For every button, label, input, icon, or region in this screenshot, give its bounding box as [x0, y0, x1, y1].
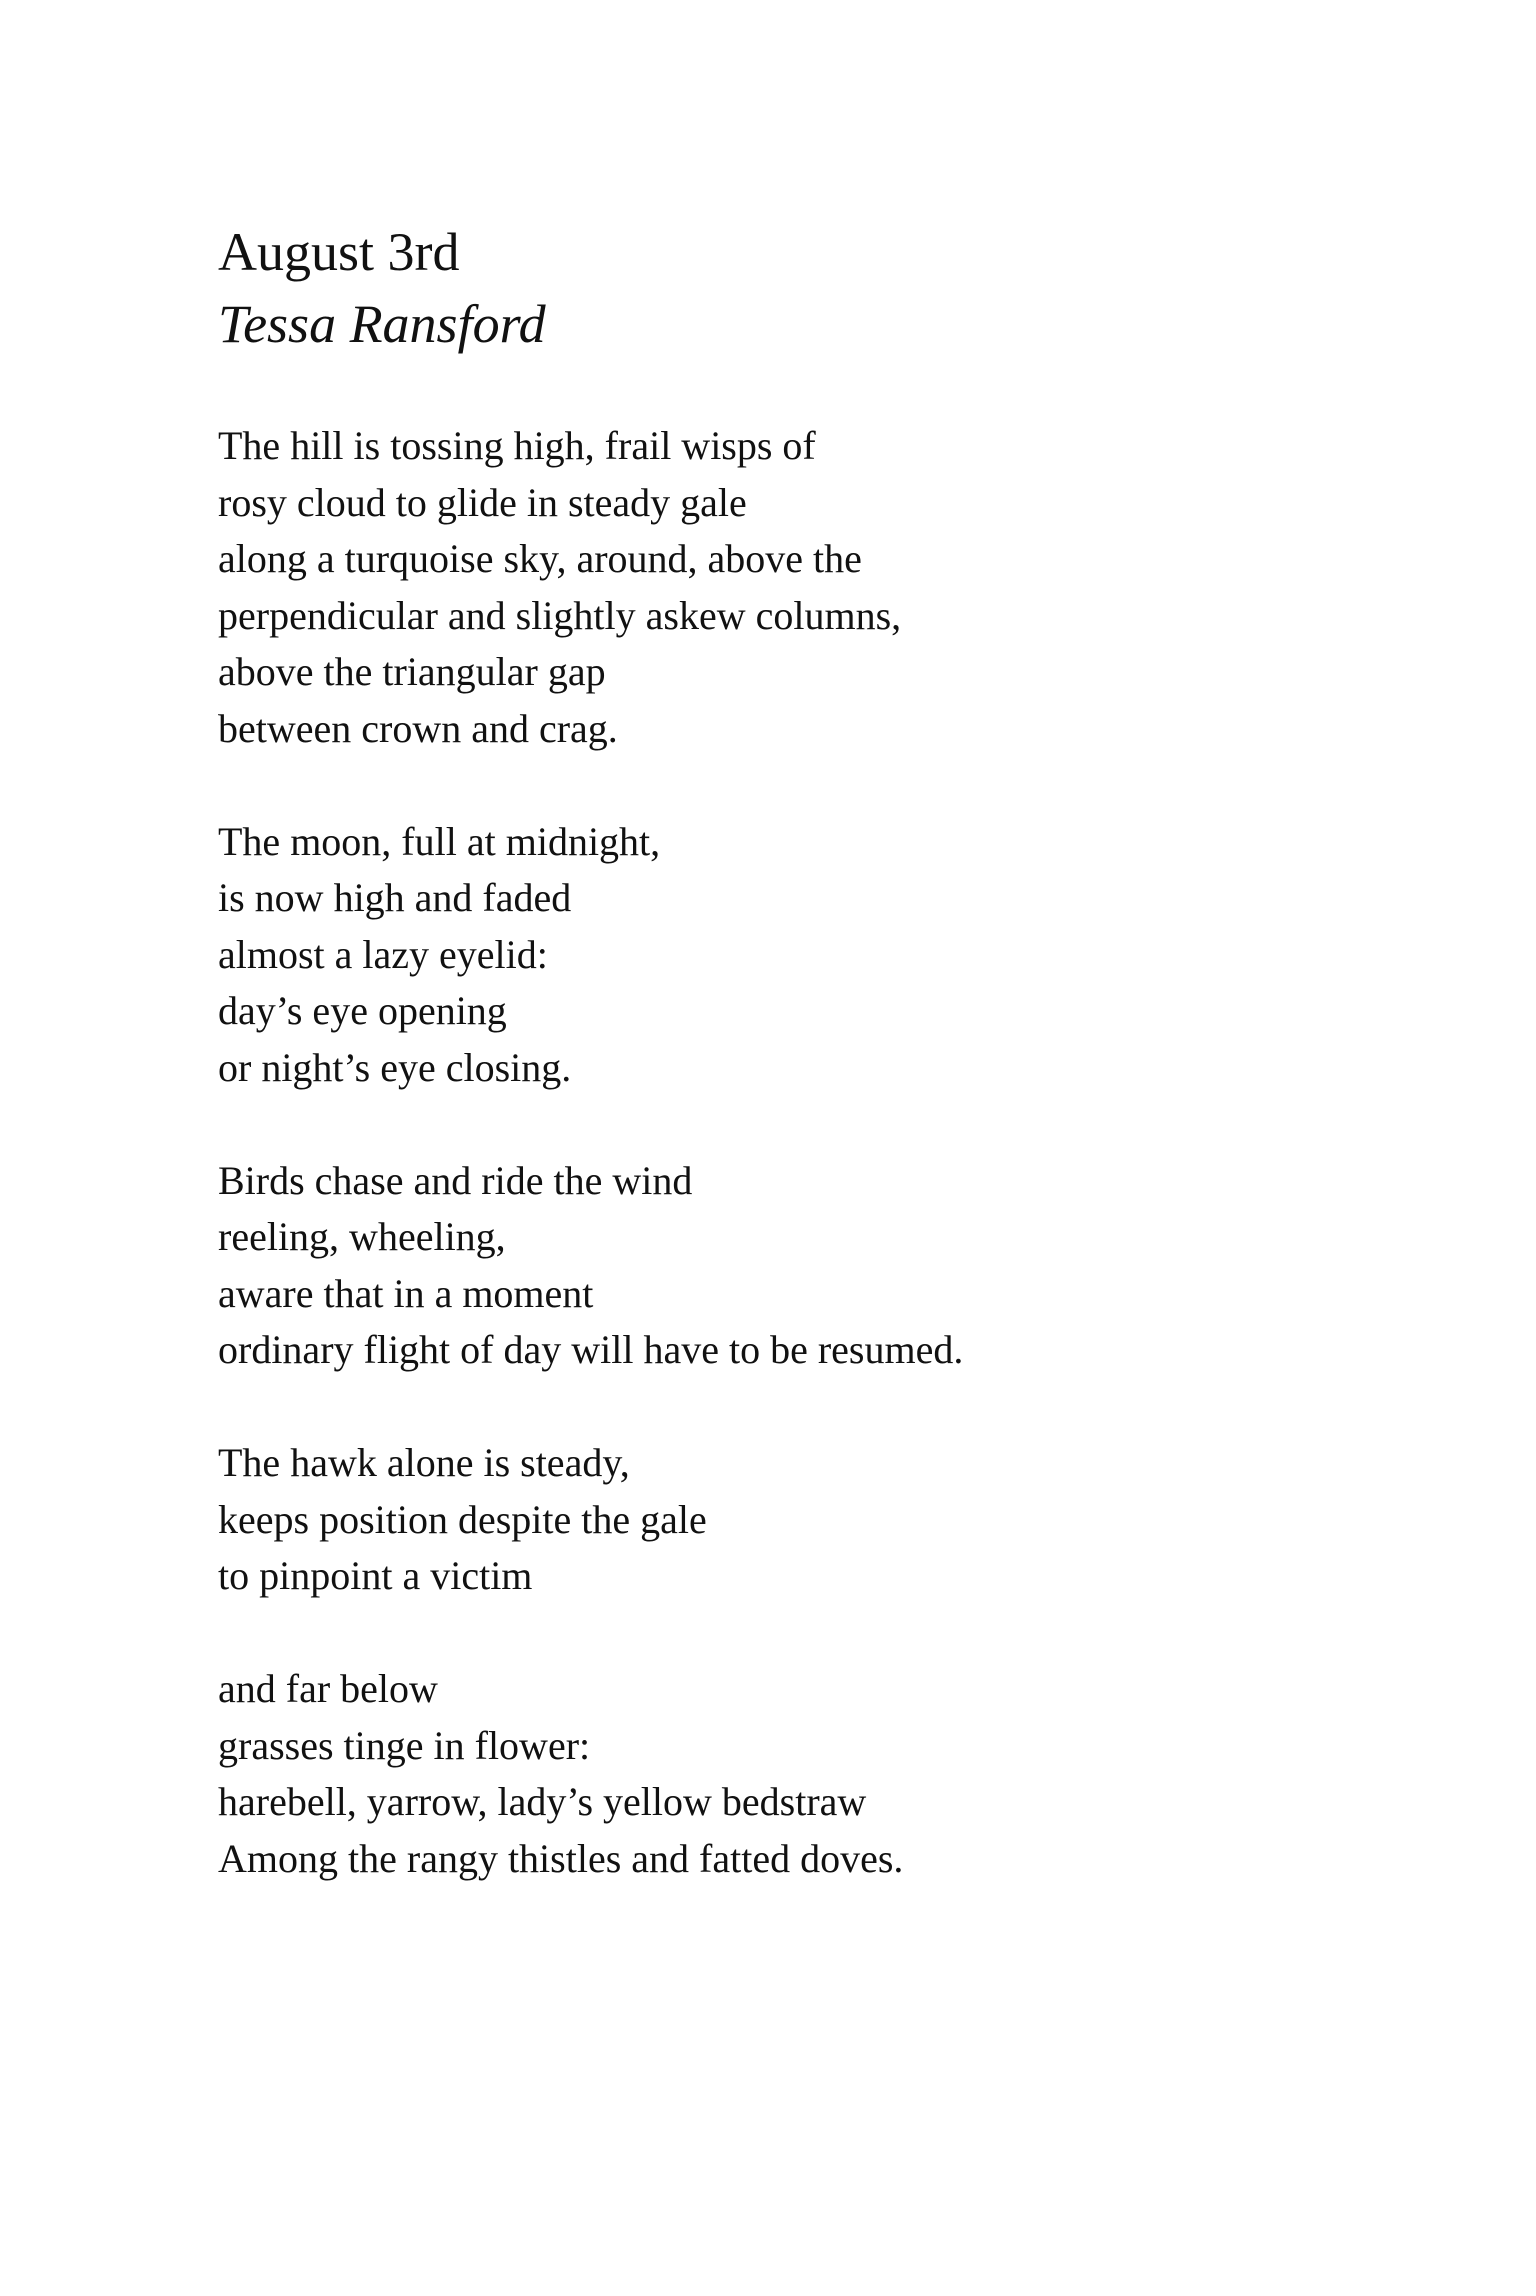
poem-line: to pinpoint a victim — [218, 1553, 533, 1598]
poem-line: is now high and faded — [218, 875, 572, 920]
poem-line: Among the rangy thistles and fatted doves. — [218, 1835, 904, 1881]
poem-author: Tessa Ransford — [218, 294, 546, 354]
poem-line: perpendicular and slightly askew columns, — [218, 592, 902, 638]
stanza-1 — [218, 418, 1418, 757]
poem-line: aware that in a moment — [218, 1270, 594, 1316]
poem-line: The hawk alone is steady, — [218, 1440, 630, 1485]
stanza-4 — [218, 1435, 1418, 1605]
poem-line: The hill is tossing high, frail wisps of — [218, 423, 816, 468]
poem-line: reeling, wheeling, — [218, 1214, 506, 1259]
poem-line: harebell, yarrow, lady’s yellow bedstraw — [218, 1779, 867, 1824]
poem-line: above the triangular gap — [218, 649, 606, 694]
poem-line: grasses tinge in flower: — [218, 1722, 591, 1768]
poem-line: and far below — [218, 1666, 438, 1711]
poem-line: day’s eye opening — [218, 988, 507, 1033]
stanza-3 — [218, 1153, 1418, 1379]
poem-line: almost a lazy eyelid: — [218, 931, 548, 977]
poem-line: rosy cloud to glide in steady gale — [218, 479, 747, 525]
poem-line: The moon, full at midnight, — [218, 818, 661, 864]
poem-line: ordinary flight of day will have to be resumed. — [218, 1327, 964, 1372]
poem-line: keeps position despite the gale — [218, 1496, 707, 1542]
poem-line: along a turquoise sky, around, above the — [218, 536, 862, 581]
poem-body — [218, 418, 1418, 1887]
stanza-2 — [218, 814, 1418, 1097]
poem-line: Birds chase and ride the wind — [218, 1157, 693, 1203]
poem-line: or night’s eye closing. — [218, 1044, 572, 1090]
poem-title: August 3rd — [218, 222, 460, 282]
stanza-5 — [218, 1661, 1418, 1887]
poem-page — [218, 216, 1418, 1944]
poem-line: between crown and crag. — [218, 705, 618, 751]
